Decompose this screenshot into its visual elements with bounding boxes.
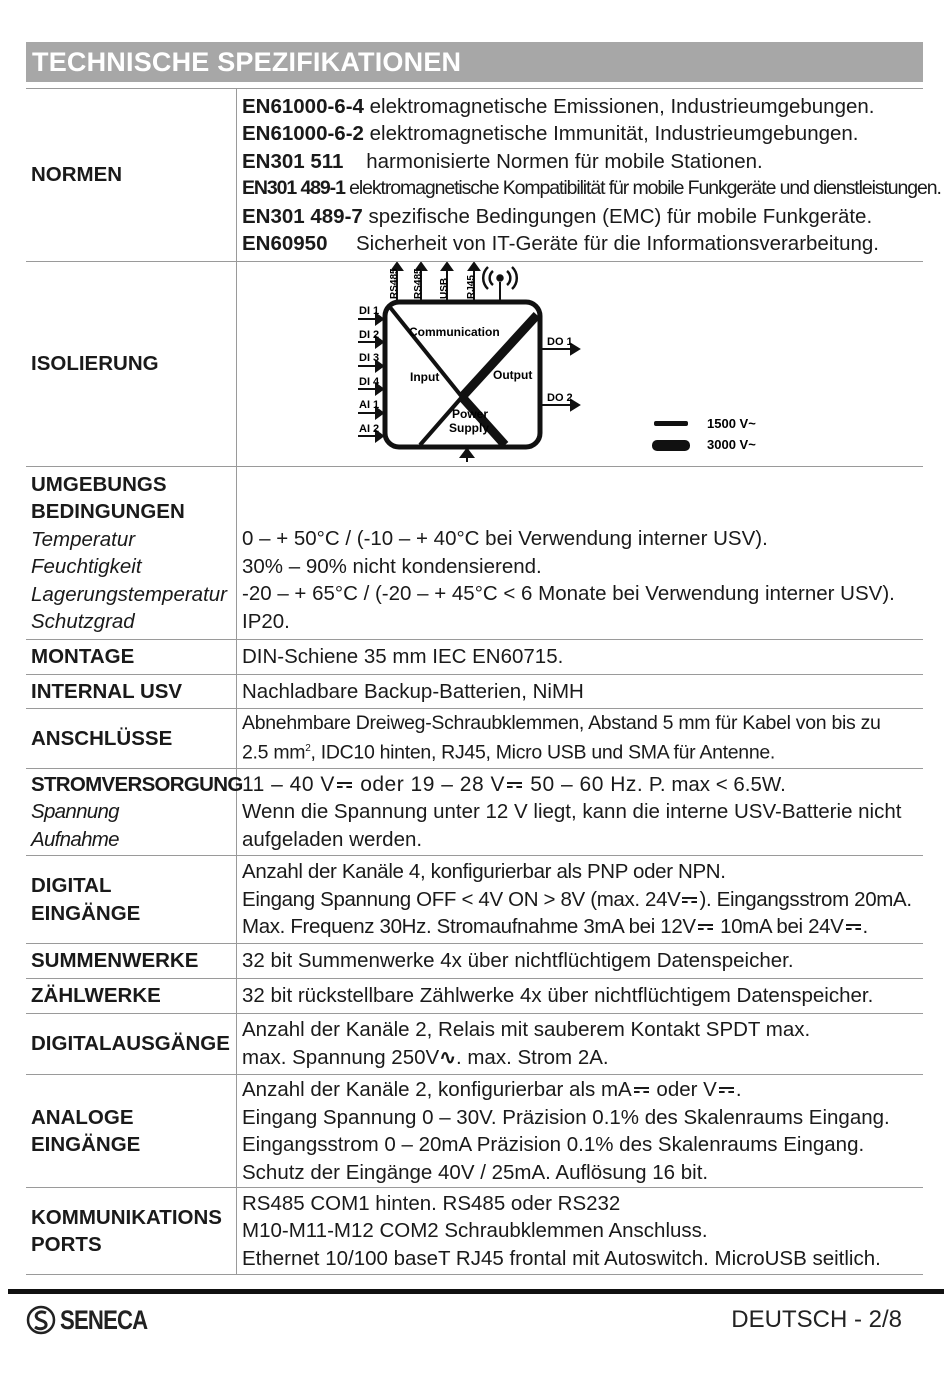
row-zaehl [26,979,923,1014]
label-anin: ANALOGE EINGÄNGE [26,1075,237,1187]
label-montage: MONTAGE [26,640,237,674]
port-label: USB [439,277,450,299]
value-normen [242,89,941,261]
dc-symbol-icon [846,924,861,931]
section-title: TECHNISCHE SPEZIFIKATIONEN [26,42,923,82]
label-digin: DIGITAL EINGÄNGE [26,856,237,943]
value-digout: Anzahl der Kanäle 2, Relais mit sauberem Kontakt SPDT max. max. Spannung 250V∿. max. Strom 2A. [242,1018,811,1069]
row-strom [26,769,923,856]
row-normen [26,88,941,262]
zone-supply: Supply [449,421,490,435]
row-anin [26,1075,923,1188]
value-montage: DIN-Schiene 35 mm IEC EN60715. [242,645,564,669]
value-usv: Nachladbare Backup-Batterien, NiMH [242,679,584,703]
input-label: DI 2 [359,329,380,341]
value-anin: Anzahl der Kanäle 2, konfigurierbar als mA oder V . Eingang Spannung 0 – 30V. Präzision 0.1% des Skalenraums Eingang. Eingangsstrom 0 – 20mA Präzision 0.1% des Skalenraums Eingang. Schutz der Eingänge 40V / 25mA. Auflösung 16 bit. [242,1078,890,1184]
norm-line: EN301 489-1 elektromagnetische Kompatibilität für mobile Funkgeräte und dienstleistungen. [242,177,941,199]
label-zaehl: ZÄHLWERKE [26,979,237,1013]
zone-communication: Communication [409,325,500,339]
row-digin [26,856,923,944]
port-label: RS485 [389,268,400,299]
legend-label: 3000 V~ [707,437,756,452]
row-montage [26,640,923,675]
norm-line: EN301 511 harmonisierte Normen für mobile Stationen. [242,149,763,173]
seneca-logo [26,1303,167,1337]
row-summen [26,944,923,979]
label-umgebung: UMGEBUNGS BEDINGUNGEN Temperatur Feuchtigkeit Lagerungstemperatur Schutzgrad [26,467,237,639]
dc-symbol-icon [337,782,352,789]
seneca-logo-icon [26,1305,56,1335]
label-usv: INTERNAL USV [26,675,237,708]
label-normen: NORMEN [26,89,237,261]
label-strom: STROMVERSORGUNG Spannung Aufnahme [26,769,237,855]
output-label: DO 2 [547,392,573,404]
value-anschluesse: Abnehmbare Dreiweg-Schraubklemmen, Abstand 5 mm für Kabel von bis zu 2.5 $mm^2$, IDC10 hinten, RJ45, Micro USB und SMA für Antenne. [242,712,881,764]
zone-power: Power [452,407,489,421]
norm-line: EN61000-6-4 elektromagnetische Emissionen, Industrieumgebungen. [242,94,875,118]
dc-symbol-icon [507,782,522,789]
zone-output: Output [493,368,533,382]
input-label: AI 2 [359,423,380,435]
norm-line: EN61000-6-2 elektromagnetische Immunität, Industrieumgebungen. [242,122,859,145]
zone-input: Input [410,370,440,384]
row-usv [26,675,923,709]
ac-symbol-icon: ∿ [439,1046,456,1069]
row-umgebung [26,467,923,640]
value-komm: RS485 COM1 hinten. RS485 oder RS232 M10-M11-M12 COM2 Schraubklemmen Anschluss. Ethernet 10/100 baseT RJ45 frontal mit Autoswitch. MicroUSB seitlich. [242,1191,881,1270]
value-zaehl: 32 bit rückstellbare Zählwerke 4x über nichtflüchtigem Datenspeicher. [242,984,874,1008]
value-summen: 32 bit Summenwerke 4x über nichtflüchtigem Datenspeicher. [242,949,794,973]
value-strom: 11 – 40 V oder 19 – 28 V 50 – 60 Hz. P. max < 6.5W. Wenn die Spannung unter 12 V liegt, kann die interne USV-Batterie nicht aufgeladen werden. [242,772,902,851]
legend-thick-line [652,440,690,451]
label-komm: KOMMUNIKATIONS PORTS [26,1188,237,1274]
dc-symbol-icon [634,1087,649,1094]
page-number: DEUTSCH - 2/8 [731,1306,902,1333]
row-isolierung [26,262,923,467]
row-komm [26,1188,923,1275]
legend-label: 1500 V~ [707,416,756,431]
isolation-diagram [237,262,923,466]
footer-rule [8,1289,944,1294]
input-label: AI 1 [359,399,380,411]
port-label: RS485 [413,268,424,299]
dc-symbol-icon [698,924,713,931]
power-arrow [461,449,473,462]
label-anschluesse: ANSCHLÜSSE [26,709,237,768]
input-label: DI 1 [359,305,380,317]
dc-symbol-icon [719,1087,734,1094]
logo-text: SENECA [60,1304,148,1335]
legend-thin-line [654,421,688,426]
value-digin: Anzahl der Kanäle 4, konfigurierbar als PNP oder NPN. Eingang Spannung OFF < 4V ON > 8V (max. 24V ). Eingangsstrom 20mA. Max. Frequenz 30Hz. Stromaufnahme 3mA bei 12V 10mA bei 24V . [242,860,912,939]
value-umgebung: 0 – + 50°C / (-10 – + 40°C bei Verwendung interner USV). 30% – 90% nicht kondensierend. -20 – + 65°C / (-20 – + 45°C < 6 Monate bei Verwendung interner USV). IP20. [242,527,895,633]
row-anschluesse [26,709,923,769]
label-summen: SUMMENWERKE [26,944,237,978]
norm-line: EN60950 Sicherheit von IT-Geräte für die Informationsverarbeitung. [242,232,879,255]
input-label: DI 4 [359,376,380,388]
output-label: DO 1 [547,336,573,348]
port-label: RJ45 [466,275,477,299]
label-digout: DIGITALAUSGÄNGE [26,1014,237,1074]
norm-line: EN301 489-7 spezifische Bedingungen (EMC) für mobile Funkgeräte. [242,204,873,228]
input-label: DI 3 [359,352,380,364]
dc-symbol-icon [682,897,697,904]
label-isolierung: ISOLIERUNG [26,262,237,466]
row-digout [26,1014,923,1075]
